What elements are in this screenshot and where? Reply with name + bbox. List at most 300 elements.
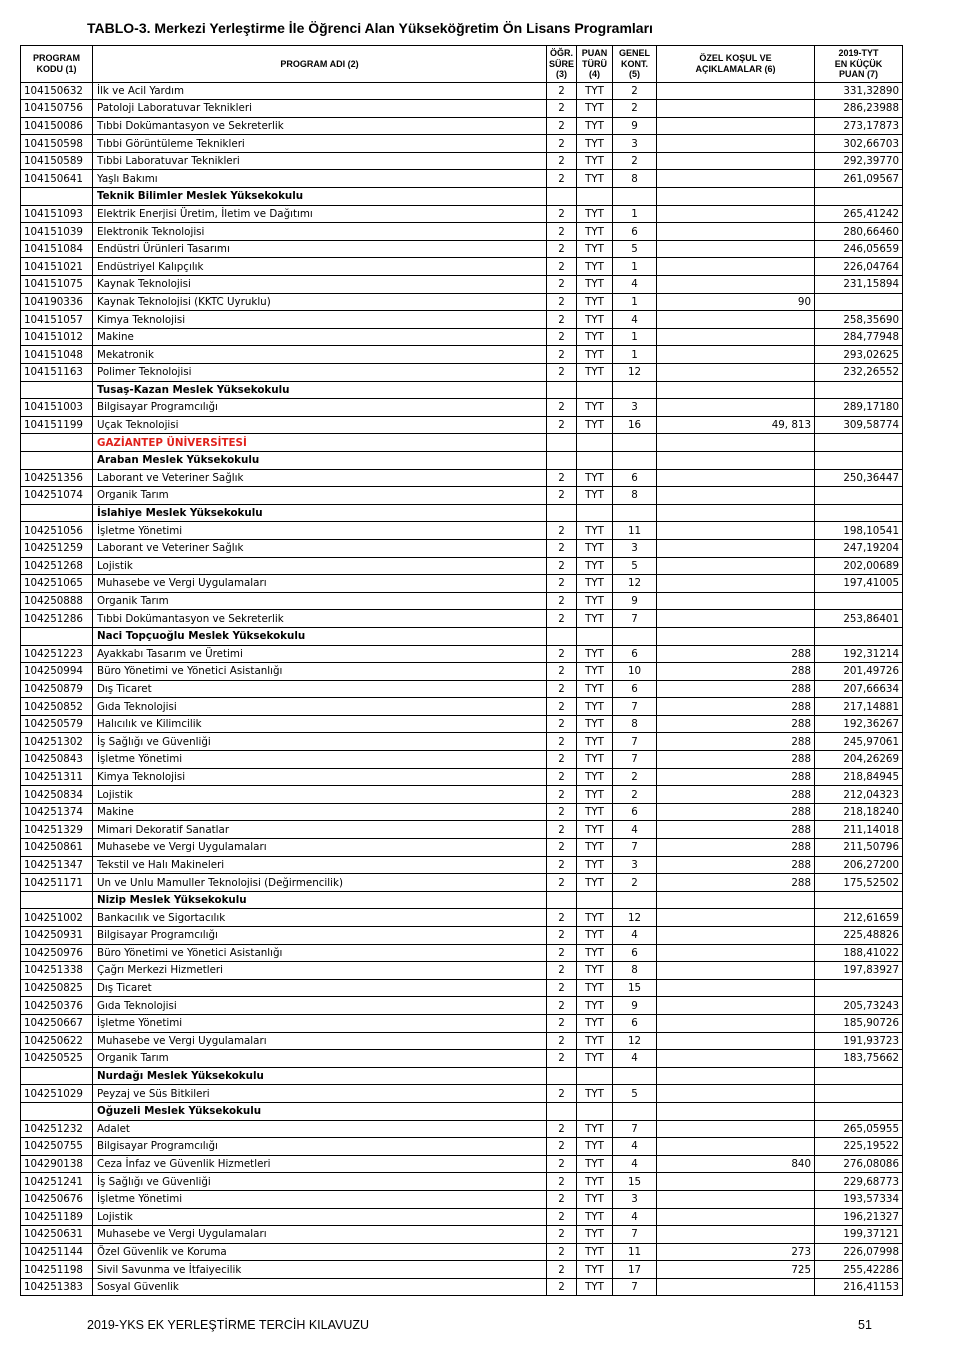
empty-cell bbox=[613, 891, 657, 909]
empty-cell bbox=[815, 627, 903, 645]
empty-cell bbox=[21, 504, 93, 522]
empty-cell bbox=[815, 188, 903, 206]
score-type-cell: TYT bbox=[577, 962, 613, 980]
table-row bbox=[21, 1155, 903, 1173]
table-row bbox=[21, 240, 903, 258]
table-row bbox=[21, 680, 903, 698]
program-code: 104251374 bbox=[21, 803, 93, 821]
conditions-cell: 288 bbox=[657, 821, 815, 839]
duration-cell: 2 bbox=[547, 663, 577, 681]
quota-cell: 7 bbox=[613, 1120, 657, 1138]
duration-cell: 2 bbox=[547, 1050, 577, 1068]
program-code: 104251198 bbox=[21, 1261, 93, 1279]
empty-cell bbox=[815, 1067, 903, 1085]
program-code: 104150632 bbox=[21, 82, 93, 100]
duration-cell: 2 bbox=[547, 997, 577, 1015]
duration-cell: 2 bbox=[547, 803, 577, 821]
score-type-cell: TYT bbox=[577, 1208, 613, 1226]
footer-page-number: 51 bbox=[858, 1318, 872, 1332]
score-type-cell: TYT bbox=[577, 240, 613, 258]
conditions-cell: 840 bbox=[657, 1155, 815, 1173]
duration-cell: 2 bbox=[547, 258, 577, 276]
empty-cell bbox=[21, 1067, 93, 1085]
conditions-cell: 288 bbox=[657, 839, 815, 857]
header-conditions: ÖZEL KOŞUL VE AÇIKLAMALAR (6) bbox=[657, 46, 815, 83]
min-score-cell: 196,21327 bbox=[815, 1208, 903, 1226]
empty-cell bbox=[657, 434, 815, 452]
empty-cell bbox=[657, 1067, 815, 1085]
table-row bbox=[21, 979, 903, 997]
program-name: Sivil Savunma ve İtfaiyecilik bbox=[93, 1261, 547, 1279]
section-row bbox=[21, 891, 903, 909]
table-row bbox=[21, 1050, 903, 1068]
empty-cell bbox=[657, 188, 815, 206]
quota-cell: 17 bbox=[613, 1261, 657, 1279]
quota-cell: 4 bbox=[613, 276, 657, 294]
table-row bbox=[21, 311, 903, 329]
program-code: 104190336 bbox=[21, 293, 93, 311]
min-score-cell: 302,66703 bbox=[815, 135, 903, 153]
program-code: 104250755 bbox=[21, 1138, 93, 1156]
quota-cell: 4 bbox=[613, 1138, 657, 1156]
score-type-cell: TYT bbox=[577, 399, 613, 417]
conditions-cell bbox=[657, 610, 815, 628]
quota-cell: 2 bbox=[613, 82, 657, 100]
table-row bbox=[21, 469, 903, 487]
quota-cell: 4 bbox=[613, 311, 657, 329]
score-type-cell: TYT bbox=[577, 346, 613, 364]
min-score-cell: 331,32890 bbox=[815, 82, 903, 100]
program-name: Endüstriyel Kalıpçılık bbox=[93, 258, 547, 276]
empty-cell bbox=[577, 504, 613, 522]
program-code: 104251286 bbox=[21, 610, 93, 628]
table-row bbox=[21, 610, 903, 628]
duration-cell: 2 bbox=[547, 856, 577, 874]
table-row bbox=[21, 416, 903, 434]
table-row bbox=[21, 487, 903, 505]
score-type-cell: TYT bbox=[577, 469, 613, 487]
conditions-cell: 90 bbox=[657, 293, 815, 311]
conditions-cell bbox=[657, 258, 815, 276]
score-type-cell: TYT bbox=[577, 909, 613, 927]
score-type-cell: TYT bbox=[577, 487, 613, 505]
conditions-cell bbox=[657, 240, 815, 258]
program-code: 104250931 bbox=[21, 927, 93, 945]
program-code: 104250676 bbox=[21, 1190, 93, 1208]
table-row bbox=[21, 715, 903, 733]
program-name: Kaynak Teknolojisi bbox=[93, 276, 547, 294]
empty-cell bbox=[547, 504, 577, 522]
quota-cell: 11 bbox=[613, 1243, 657, 1261]
duration-cell: 2 bbox=[547, 557, 577, 575]
min-score-cell bbox=[815, 592, 903, 610]
conditions-cell bbox=[657, 346, 815, 364]
program-name: Kimya Teknolojisi bbox=[93, 311, 547, 329]
empty-cell bbox=[21, 188, 93, 206]
program-code: 104151084 bbox=[21, 240, 93, 258]
min-score-cell: 247,19204 bbox=[815, 539, 903, 557]
min-score-cell: 206,27200 bbox=[815, 856, 903, 874]
conditions-cell: 288 bbox=[657, 663, 815, 681]
program-code: 104250994 bbox=[21, 663, 93, 681]
section-heading: Naci Topçuoğlu Meslek Yüksekokulu bbox=[93, 627, 547, 645]
duration-cell: 2 bbox=[547, 82, 577, 100]
score-type-cell: TYT bbox=[577, 1014, 613, 1032]
program-name: Elektronik Teknolojisi bbox=[93, 223, 547, 241]
conditions-cell bbox=[657, 223, 815, 241]
table-header-row bbox=[21, 46, 903, 83]
empty-cell bbox=[657, 627, 815, 645]
conditions-cell bbox=[657, 575, 815, 593]
table-row bbox=[21, 768, 903, 786]
min-score-cell bbox=[815, 1085, 903, 1103]
conditions-cell bbox=[657, 522, 815, 540]
program-code: 104251002 bbox=[21, 909, 93, 927]
score-type-cell: TYT bbox=[577, 698, 613, 716]
empty-cell bbox=[657, 891, 815, 909]
conditions-cell: 288 bbox=[657, 645, 815, 663]
quota-cell: 4 bbox=[613, 1155, 657, 1173]
table-row bbox=[21, 874, 903, 892]
min-score-cell: 202,00689 bbox=[815, 557, 903, 575]
duration-cell: 2 bbox=[547, 786, 577, 804]
program-name: İşletme Yönetimi bbox=[93, 522, 547, 540]
min-score-cell: 255,42286 bbox=[815, 1261, 903, 1279]
program-name: Patoloji Laboratuvar Teknikleri bbox=[93, 100, 547, 118]
min-score-cell: 232,26552 bbox=[815, 364, 903, 382]
program-name: Peyzaj ve Süs Bitkileri bbox=[93, 1085, 547, 1103]
min-score-cell: 226,07998 bbox=[815, 1243, 903, 1261]
score-type-cell: TYT bbox=[577, 786, 613, 804]
quota-cell: 1 bbox=[613, 346, 657, 364]
program-code: 104251029 bbox=[21, 1085, 93, 1103]
conditions-cell bbox=[657, 1173, 815, 1191]
score-type-cell: TYT bbox=[577, 1278, 613, 1296]
section-heading: Teknik Bilimler Meslek Yüksekokulu bbox=[93, 188, 547, 206]
program-code: 104251259 bbox=[21, 539, 93, 557]
table-row bbox=[21, 839, 903, 857]
conditions-cell bbox=[657, 1278, 815, 1296]
table-row bbox=[21, 117, 903, 135]
min-score-cell: 218,84945 bbox=[815, 768, 903, 786]
conditions-cell bbox=[657, 328, 815, 346]
program-code: 104250852 bbox=[21, 698, 93, 716]
table-row bbox=[21, 1032, 903, 1050]
table-row bbox=[21, 1226, 903, 1244]
empty-cell bbox=[547, 434, 577, 452]
quota-cell: 6 bbox=[613, 645, 657, 663]
duration-cell: 2 bbox=[547, 117, 577, 135]
program-name: Laborant ve Veteriner Sağlık bbox=[93, 539, 547, 557]
quota-cell: 7 bbox=[613, 1226, 657, 1244]
score-type-cell: TYT bbox=[577, 82, 613, 100]
score-type-cell: TYT bbox=[577, 715, 613, 733]
quota-cell: 4 bbox=[613, 927, 657, 945]
min-score-cell: 212,04323 bbox=[815, 786, 903, 804]
table-row bbox=[21, 522, 903, 540]
program-code: 104251232 bbox=[21, 1120, 93, 1138]
min-score-cell: 218,18240 bbox=[815, 803, 903, 821]
quota-cell: 4 bbox=[613, 1050, 657, 1068]
quota-cell: 7 bbox=[613, 610, 657, 628]
program-code: 104251383 bbox=[21, 1278, 93, 1296]
empty-cell bbox=[613, 381, 657, 399]
conditions-cell bbox=[657, 364, 815, 382]
program-code: 104250376 bbox=[21, 997, 93, 1015]
table-row bbox=[21, 575, 903, 593]
duration-cell: 2 bbox=[547, 821, 577, 839]
duration-cell: 2 bbox=[547, 1120, 577, 1138]
program-name: Organik Tarım bbox=[93, 487, 547, 505]
min-score-cell: 199,37121 bbox=[815, 1226, 903, 1244]
section-heading: Araban Meslek Yüksekokulu bbox=[93, 451, 547, 469]
min-score-cell: 276,08086 bbox=[815, 1155, 903, 1173]
score-type-cell: TYT bbox=[577, 610, 613, 628]
min-score-cell: 261,09567 bbox=[815, 170, 903, 188]
program-code: 104250525 bbox=[21, 1050, 93, 1068]
score-type-cell: TYT bbox=[577, 839, 613, 857]
empty-cell bbox=[547, 627, 577, 645]
score-type-cell: TYT bbox=[577, 205, 613, 223]
empty-cell bbox=[21, 381, 93, 399]
program-name: Çağrı Merkezi Hizmetleri bbox=[93, 962, 547, 980]
score-type-cell: TYT bbox=[577, 328, 613, 346]
conditions-cell: 288 bbox=[657, 751, 815, 769]
min-score-cell bbox=[815, 979, 903, 997]
quota-cell: 15 bbox=[613, 979, 657, 997]
program-code: 104251189 bbox=[21, 1208, 93, 1226]
empty-cell bbox=[815, 434, 903, 452]
program-name: Bilgisayar Programcılığı bbox=[93, 927, 547, 945]
program-name: Gıda Teknolojisi bbox=[93, 698, 547, 716]
program-name: İşletme Yönetimi bbox=[93, 1014, 547, 1032]
program-code: 104151093 bbox=[21, 205, 93, 223]
table-row bbox=[21, 856, 903, 874]
quota-cell: 3 bbox=[613, 1190, 657, 1208]
quota-cell: 8 bbox=[613, 962, 657, 980]
table-row bbox=[21, 346, 903, 364]
conditions-cell: 288 bbox=[657, 786, 815, 804]
min-score-cell: 258,35690 bbox=[815, 311, 903, 329]
program-name: Lojistik bbox=[93, 786, 547, 804]
score-type-cell: TYT bbox=[577, 1261, 613, 1279]
quota-cell: 10 bbox=[613, 663, 657, 681]
table-row bbox=[21, 803, 903, 821]
conditions-cell: 288 bbox=[657, 680, 815, 698]
conditions-cell bbox=[657, 205, 815, 223]
conditions-cell: 288 bbox=[657, 715, 815, 733]
min-score-cell: 198,10541 bbox=[815, 522, 903, 540]
conditions-cell bbox=[657, 1226, 815, 1244]
university-row bbox=[21, 434, 903, 452]
program-code: 104250888 bbox=[21, 592, 93, 610]
score-type-cell: TYT bbox=[577, 645, 613, 663]
quota-cell: 7 bbox=[613, 839, 657, 857]
table-row bbox=[21, 100, 903, 118]
program-name: Tıbbi Laboratuvar Teknikleri bbox=[93, 152, 547, 170]
program-name: Yaşlı Bakımı bbox=[93, 170, 547, 188]
min-score-cell: 197,83927 bbox=[815, 962, 903, 980]
min-score-cell: 192,36267 bbox=[815, 715, 903, 733]
score-type-cell: TYT bbox=[577, 1032, 613, 1050]
empty-cell bbox=[815, 891, 903, 909]
conditions-cell: 288 bbox=[657, 768, 815, 786]
min-score-cell: 284,77948 bbox=[815, 328, 903, 346]
quota-cell: 5 bbox=[613, 557, 657, 575]
min-score-cell: 192,31214 bbox=[815, 645, 903, 663]
program-name: Makine bbox=[93, 803, 547, 821]
program-code: 104150086 bbox=[21, 117, 93, 135]
program-code: 104151003 bbox=[21, 399, 93, 417]
section-heading: Nizip Meslek Yüksekokulu bbox=[93, 891, 547, 909]
conditions-cell bbox=[657, 469, 815, 487]
quota-cell: 5 bbox=[613, 240, 657, 258]
conditions-cell bbox=[657, 1208, 815, 1226]
program-name: Mekatronik bbox=[93, 346, 547, 364]
empty-cell bbox=[577, 434, 613, 452]
empty-cell bbox=[21, 451, 93, 469]
table-row bbox=[21, 557, 903, 575]
empty-cell bbox=[815, 1102, 903, 1120]
duration-cell: 2 bbox=[547, 539, 577, 557]
min-score-cell: 231,15894 bbox=[815, 276, 903, 294]
section-heading: Nurdağı Meslek Yüksekokulu bbox=[93, 1067, 547, 1085]
score-type-cell: TYT bbox=[577, 539, 613, 557]
section-row bbox=[21, 188, 903, 206]
score-type-cell: TYT bbox=[577, 592, 613, 610]
conditions-cell bbox=[657, 276, 815, 294]
table-row bbox=[21, 909, 903, 927]
empty-cell bbox=[613, 627, 657, 645]
conditions-cell: 49, 813 bbox=[657, 416, 815, 434]
quota-cell: 2 bbox=[613, 874, 657, 892]
program-name: Büro Yönetimi ve Yönetici Asistanlığı bbox=[93, 663, 547, 681]
conditions-cell bbox=[657, 1032, 815, 1050]
table-row bbox=[21, 592, 903, 610]
empty-cell bbox=[547, 451, 577, 469]
program-name: İş Sağlığı ve Güvenliği bbox=[93, 733, 547, 751]
program-code: 104251356 bbox=[21, 469, 93, 487]
empty-cell bbox=[577, 1067, 613, 1085]
table-row bbox=[21, 997, 903, 1015]
program-code: 104250879 bbox=[21, 680, 93, 698]
program-code: 104251223 bbox=[21, 645, 93, 663]
quota-cell: 2 bbox=[613, 768, 657, 786]
program-name: Özel Güvenlik ve Koruma bbox=[93, 1243, 547, 1261]
program-code: 104151048 bbox=[21, 346, 93, 364]
table-row bbox=[21, 1190, 903, 1208]
programs-table bbox=[20, 45, 903, 1296]
program-name: İş Sağlığı ve Güvenliği bbox=[93, 1173, 547, 1191]
quota-cell: 3 bbox=[613, 539, 657, 557]
program-code: 104151012 bbox=[21, 328, 93, 346]
duration-cell: 2 bbox=[547, 1243, 577, 1261]
min-score-cell: 245,97061 bbox=[815, 733, 903, 751]
duration-cell: 2 bbox=[547, 469, 577, 487]
quota-cell: 6 bbox=[613, 469, 657, 487]
min-score-cell: 265,05955 bbox=[815, 1120, 903, 1138]
header-duration: ÖĞR. SÜRE (3) bbox=[547, 46, 577, 83]
score-type-cell: TYT bbox=[577, 663, 613, 681]
empty-cell bbox=[577, 381, 613, 399]
quota-cell: 4 bbox=[613, 821, 657, 839]
conditions-cell: 725 bbox=[657, 1261, 815, 1279]
min-score-cell: 175,52502 bbox=[815, 874, 903, 892]
duration-cell: 2 bbox=[547, 979, 577, 997]
duration-cell: 2 bbox=[547, 100, 577, 118]
program-code: 104150756 bbox=[21, 100, 93, 118]
score-type-cell: TYT bbox=[577, 276, 613, 294]
score-type-cell: TYT bbox=[577, 293, 613, 311]
duration-cell: 2 bbox=[547, 1261, 577, 1279]
quota-cell: 12 bbox=[613, 575, 657, 593]
duration-cell: 2 bbox=[547, 1190, 577, 1208]
score-type-cell: TYT bbox=[577, 575, 613, 593]
conditions-cell bbox=[657, 557, 815, 575]
conditions-cell: 288 bbox=[657, 733, 815, 751]
program-name: Ceza İnfaz ve Güvenlik Hizmetleri bbox=[93, 1155, 547, 1173]
score-type-cell: TYT bbox=[577, 135, 613, 153]
quota-cell: 9 bbox=[613, 997, 657, 1015]
table-row bbox=[21, 751, 903, 769]
empty-cell bbox=[613, 451, 657, 469]
program-code: 104250834 bbox=[21, 786, 93, 804]
program-name: Muhasebe ve Vergi Uygulamaları bbox=[93, 575, 547, 593]
score-type-cell: TYT bbox=[577, 258, 613, 276]
program-code: 104250843 bbox=[21, 751, 93, 769]
quota-cell: 2 bbox=[613, 100, 657, 118]
program-name: Gıda Teknolojisi bbox=[93, 997, 547, 1015]
header-program-name: PROGRAM ADI (2) bbox=[93, 46, 547, 83]
quota-cell: 12 bbox=[613, 909, 657, 927]
table-row bbox=[21, 328, 903, 346]
program-name: Organik Tarım bbox=[93, 1050, 547, 1068]
table-row bbox=[21, 821, 903, 839]
min-score-cell: 286,23988 bbox=[815, 100, 903, 118]
min-score-cell: 246,05659 bbox=[815, 240, 903, 258]
program-code: 104250825 bbox=[21, 979, 93, 997]
program-name: Makine bbox=[93, 328, 547, 346]
section-heading: Oğuzeli Meslek Yüksekokulu bbox=[93, 1102, 547, 1120]
program-code: 104151057 bbox=[21, 311, 93, 329]
score-type-cell: TYT bbox=[577, 557, 613, 575]
empty-cell bbox=[547, 1102, 577, 1120]
duration-cell: 2 bbox=[547, 610, 577, 628]
conditions-cell bbox=[657, 170, 815, 188]
quota-cell: 9 bbox=[613, 592, 657, 610]
duration-cell: 2 bbox=[547, 293, 577, 311]
score-type-cell: TYT bbox=[577, 1120, 613, 1138]
quota-cell: 8 bbox=[613, 715, 657, 733]
empty-cell bbox=[547, 188, 577, 206]
table-row bbox=[21, 82, 903, 100]
program-code: 104151039 bbox=[21, 223, 93, 241]
header-min-score: 2019-TYT EN KÜÇÜK PUAN (7) bbox=[815, 46, 903, 83]
duration-cell: 2 bbox=[547, 205, 577, 223]
conditions-cell: 288 bbox=[657, 856, 815, 874]
empty-cell bbox=[21, 1102, 93, 1120]
conditions-cell bbox=[657, 1190, 815, 1208]
section-row bbox=[21, 1067, 903, 1085]
program-name: Polimer Teknolojisi bbox=[93, 364, 547, 382]
duration-cell: 2 bbox=[547, 768, 577, 786]
quota-cell: 12 bbox=[613, 364, 657, 382]
program-code: 104150589 bbox=[21, 152, 93, 170]
conditions-cell bbox=[657, 592, 815, 610]
duration-cell: 2 bbox=[547, 346, 577, 364]
program-name: Tekstil ve Halı Makineleri bbox=[93, 856, 547, 874]
quota-cell: 2 bbox=[613, 152, 657, 170]
